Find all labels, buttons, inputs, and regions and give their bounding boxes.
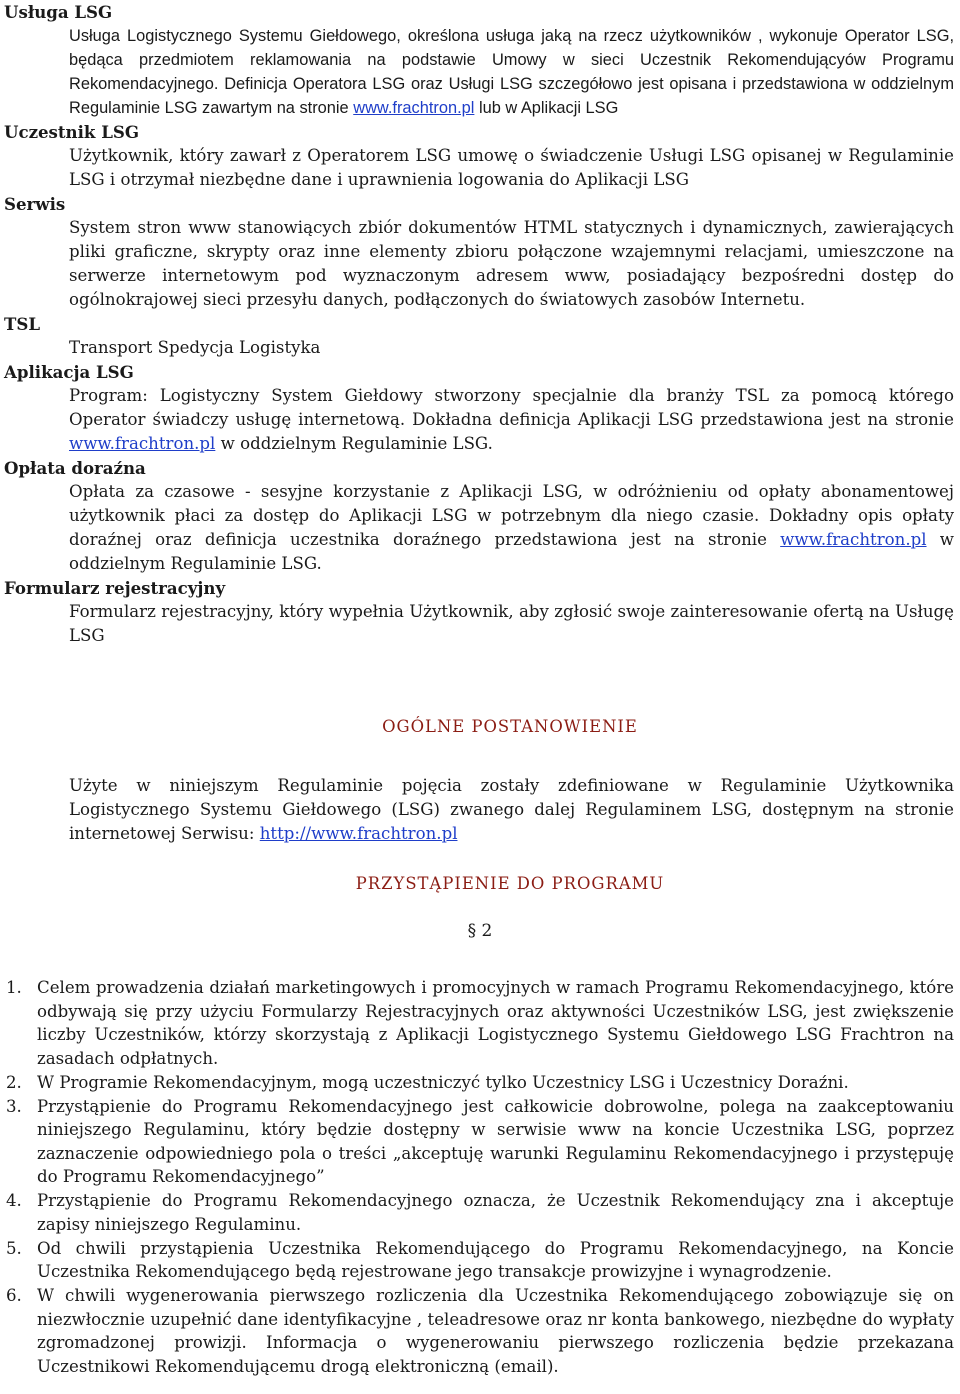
definition-text-part: Transport Spedycja Logistyka <box>69 338 321 357</box>
rule-text: Od chwili przystąpienia Uczestnika Rekomendującego do Programu Rekomendacyjnego, na Koncie Uczestnika Rekomendującego będą rejestrowane jego transakcje prowizyjne i wynagrodzenie. <box>37 1238 954 1281</box>
rule-item <box>0 1189 960 1236</box>
rule-item <box>0 1237 960 1284</box>
definition-term: Uczestnik LSG <box>4 122 140 142</box>
frachtron-link[interactable]: www.frachtron.pl <box>69 434 216 453</box>
rule-number: 6. <box>6 1286 22 1305</box>
section-title-general: OGÓLNE POSTANOWIENIE <box>382 717 638 736</box>
spacer <box>0 943 960 976</box>
paragraph-number: § 2 <box>467 921 493 941</box>
frachtron-link[interactable]: www.frachtron.pl <box>780 530 927 549</box>
definition-text <box>0 144 960 192</box>
rule-number: 4. <box>6 1191 22 1210</box>
rule-text: Przystąpienie do Programu Rekomendacyjnego oznacza, że Uczestnik Rekomendujący zna i akceptuje zapisy niniejszego Regulaminu. <box>37 1191 954 1234</box>
definition-text-part: Formularz rejestracyjny, który wypełnia Użytkownik, aby zgłosić swoje zainteresowanie ofertą na Usługę LSG <box>69 602 954 645</box>
definition-text-part: Użytkownik, który zawarł z Operatorem LSG umowę o świadczenie Usługi LSG opisanej w Regulaminie LSG i otrzymał niezbędne dane i uprawnienia logowania do Aplikacji LSG <box>69 146 954 189</box>
spacer <box>0 846 960 872</box>
definition-text <box>0 216 960 312</box>
rules-list <box>0 976 960 1378</box>
rule-number: 3. <box>6 1096 22 1116</box>
spacer <box>0 896 960 919</box>
rule-number: 5. <box>6 1238 22 1258</box>
definition-text <box>0 600 960 648</box>
definition-text <box>0 336 960 360</box>
rule-number: 2. <box>6 1072 22 1092</box>
rule-item <box>0 1284 960 1378</box>
definition-text-part: Program: Logistyczny System Giełdowy stworzony specjalnie dla branży TSL za pomocą którego Operator świadczy usługę internetową. Dokładna definicja Aplikacji LSG przedstawiona jest na stronie <box>69 386 954 429</box>
general-paragraph-text: Użyte w niniejszym Regulaminie pojęcia zostały zdefiniowane w Regulaminie Użytkownika Logistycznego Systemu Giełdowego (LSG) zwanego dalej Regulaminem LSG, dostępnym na stronie internetowej Serwisu: <box>69 776 954 843</box>
definition-term: Formularz rejestracyjny <box>4 578 226 598</box>
definition-term: TSL <box>4 314 40 334</box>
definition-text <box>0 480 960 576</box>
definition-term: Serwis <box>4 194 66 214</box>
definition-term: Usługa LSG <box>4 2 113 22</box>
section-title-joining: PRZYSTĄPIENIE DO PROGRAMU <box>355 874 665 893</box>
definition-text-part: lub w Aplikacji LSG <box>474 99 619 117</box>
rule-text: Przystąpienie do Programu Rekomendacyjnego jest całkowicie dobrowolne, polega na zaakceptowaniu niniejszego Regulaminu, który będzie dostępny w serwisie www na koncie Uczestnika LSG, poprzez zaznaczenie odpowiedniego pola o treści „akceptuję warunki Regulaminu Rekomendacyjnego i przystępuję do Programu Rekomendacyjnego” <box>37 1096 954 1186</box>
rule-text: W chwili wygenerowania pierwszego rozliczenia dla Uczestnika Rekomendującego zobowiązuje się on niezwłocznie uzupełnić dane identyfikacyjne , teleadresowe oraz nr konta bankowego, niezbędne do wypłaty zgromadzonej prowizji. Informacja o wygenerowaniu pierwszego rozliczenia będzie przekazana Uczestnikowi Rekomendującemu drogą elektroniczną (email). <box>37 1286 954 1376</box>
rule-text: W Programie Rekomendacyjnym, mogą uczestniczyć tylko Uczestnicy LSG i Uczestnicy Doraźni. <box>37 1072 849 1092</box>
definition-text-part: Opłata za czasowe - sesyjne korzystanie z Aplikacji LSG, w odróżnieniu od opłaty abonamentowej użytkownik płaci za dostęp do Aplikacji LSG w potrzebnym dla niego czasie. Dokładny opis opłaty doraźnej oraz definicja uczestnika doraźnego przedstawiona jest na stronie <box>69 482 954 549</box>
frachtron-link[interactable]: www.frachtron.pl <box>353 99 475 117</box>
definition-text-part: System stron www stanowiących zbiór dokumentów HTML statycznych i dynamicznych, zawierających pliki graficzne, skrypty oraz inne elementy zbioru połączone wzajemnymi relacjami, umieszczone na serwerze internetowym pod wyznaczonym adresem www, posiadający bezpośredni dostęp do ogólnokrajowej sieci przesyłu danych, podłączonych do światowych zasobów Internetu. <box>69 218 954 309</box>
definitions-list <box>0 0 960 648</box>
rule-number: 1. <box>6 978 22 997</box>
spacer <box>0 739 960 774</box>
rule-item <box>0 1071 960 1095</box>
general-paragraph <box>0 774 960 846</box>
definition-text <box>0 384 960 456</box>
definition-text-part: Usługa Logistycznego Systemu Giełdowego, określona usługa jaką na rzecz użytkowników , wykonuje Operator LSG, będąca przedmiotem reklamowania na podstawie Umowy w sieci Uczestnik Rekomendującyów Programu Rekomendacyjnego. Definicja Operatora LSG oraz Usługi LSG szczegółowo jest opisana i przedstawiona w oddzielnym Regulaminie LSG zawartym na stronie <box>69 27 954 117</box>
definition-term: Aplikacja LSG <box>4 362 134 382</box>
definition-text <box>0 24 960 120</box>
rule-item <box>0 976 960 1070</box>
spacer <box>0 648 960 715</box>
definition-text-part: w oddzielnym Regulaminie LSG. <box>69 530 955 573</box>
definition-term: Opłata doraźna <box>4 458 146 478</box>
rule-text: Celem prowadzenia działań marketingowych i promocyjnych w ramach Programu Rekomendacyjnego, które odbywają się przy użyciu Formularzy Rejestracyjnych oraz aktywności Uczestników LSG, jest zwiększenie liczby Uczestników, którzy skorzystają z Aplikacji Logistycznego Systemu Giełdowego LSG Frachtron na zasadach odpłatnych. <box>37 978 954 1068</box>
rule-item <box>0 1095 960 1189</box>
frachtron-link[interactable]: http://www.frachtron.pl <box>259 824 458 843</box>
definition-text-part: w oddzielnym Regulaminie LSG. <box>215 434 493 453</box>
